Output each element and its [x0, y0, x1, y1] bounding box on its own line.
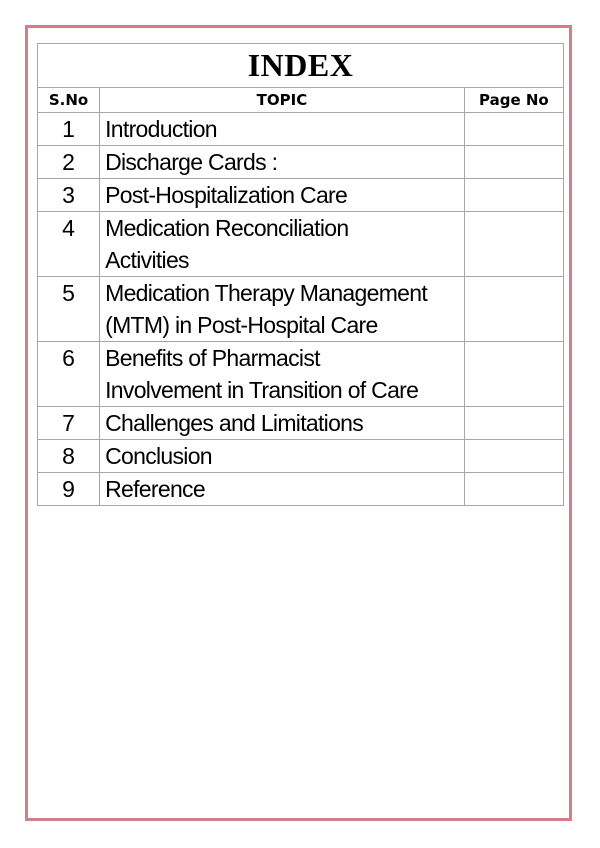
- serial-number: 1: [38, 113, 100, 146]
- serial-number: 7: [38, 407, 100, 440]
- table-row: [38, 212, 564, 277]
- page-number: [464, 113, 563, 146]
- page-number: [464, 179, 563, 212]
- page-number: [464, 212, 563, 277]
- topic-cell: [100, 113, 465, 146]
- table-row: [38, 277, 564, 342]
- table-row: [38, 146, 564, 179]
- topic-line: Discharge Cards :: [105, 149, 278, 175]
- topic-line: Medication Therapy Management: [105, 280, 428, 306]
- header-topic: TOPIC: [100, 88, 465, 113]
- page-number: [464, 440, 563, 473]
- index-table: [37, 43, 564, 506]
- serial-number: 9: [38, 473, 100, 506]
- serial-number: 5: [38, 277, 100, 342]
- serial-number: 6: [38, 342, 100, 407]
- index-body: [38, 113, 564, 506]
- page-number: [464, 407, 563, 440]
- topic-line: (MTM) in Post-Hospital Care: [105, 312, 378, 338]
- index-title: INDEX: [38, 44, 564, 88]
- serial-number: 3: [38, 179, 100, 212]
- topic-line: Introduction: [105, 116, 217, 142]
- topic-line: Conclusion: [105, 443, 212, 469]
- topic-line: Activities: [105, 247, 189, 273]
- topic-cell: [100, 407, 465, 440]
- topic-line: Challenges and Limitations: [105, 410, 364, 436]
- topic-cell: [100, 212, 465, 277]
- table-row: [38, 342, 564, 407]
- topic-cell: [100, 277, 465, 342]
- table-row: [38, 440, 564, 473]
- topic-line: Involvement in Transition of Care: [105, 377, 419, 403]
- table-row: [38, 179, 564, 212]
- table-row: [38, 407, 564, 440]
- page-number: [464, 473, 563, 506]
- topic-cell: [100, 342, 465, 407]
- topic-cell: [100, 473, 465, 506]
- table-row: [38, 113, 564, 146]
- title-row: [38, 44, 564, 88]
- topic-cell: [100, 146, 465, 179]
- header-page-no: Page No: [464, 88, 563, 113]
- serial-number: 4: [38, 212, 100, 277]
- topic-cell: [100, 179, 465, 212]
- serial-number: 2: [38, 146, 100, 179]
- page-number: [464, 146, 563, 179]
- table-row: [38, 473, 564, 506]
- serial-number: 8: [38, 440, 100, 473]
- header-sno: S.No: [38, 88, 100, 113]
- topic-line: Medication Reconciliation: [105, 215, 349, 241]
- topic-line: Reference: [105, 476, 205, 502]
- page-number: [464, 277, 563, 342]
- page-number: [464, 342, 563, 407]
- header-row: [38, 88, 564, 113]
- topic-line: Post-Hospitalization Care: [105, 182, 348, 208]
- topic-cell: [100, 440, 465, 473]
- topic-line: Benefits of Pharmacist: [105, 345, 320, 371]
